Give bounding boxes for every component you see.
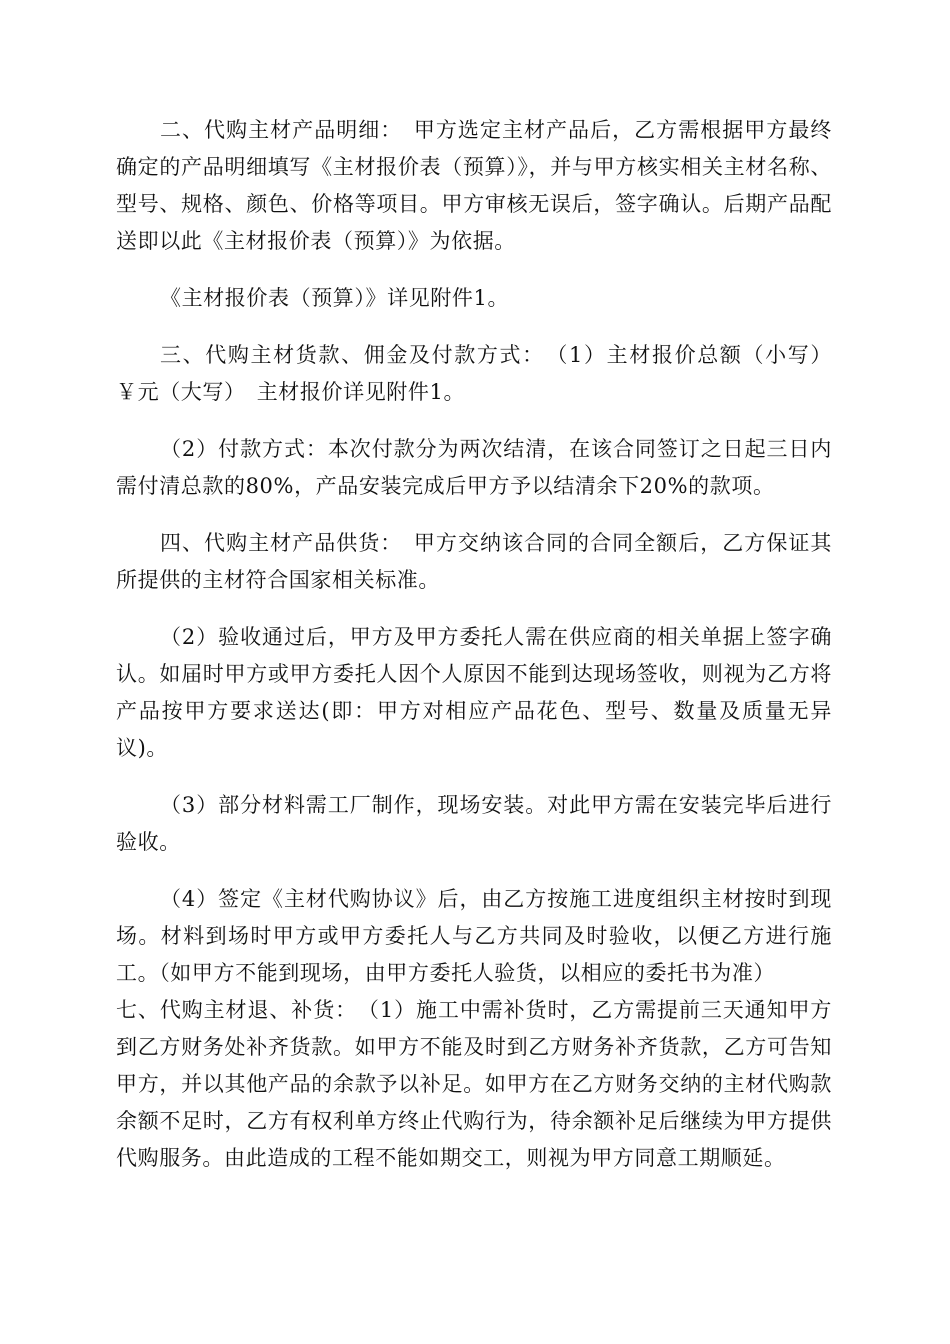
paragraph-acceptance-signing: （2）验收通过后，甲方及甲方委托人需在供应商的相关单据上签字确认。如届时甲方或甲方委托人因个人原因不能到达现场签收，则视为乙方将产品按甲方要求送达(即：甲方对相应产品花色、型号、数量及质量无异议)。 bbox=[116, 625, 832, 760]
paragraph-attachment-note: 《主材报价表（预算）》详见附件1。 bbox=[160, 286, 510, 310]
paragraph-section-3-payment: 三、代购主材货款、佣金及付款方式： （1）主材报价总额（小写）￥元（大写） 主材报价详见附件1。 bbox=[116, 343, 832, 404]
paragraph-payment-method: （2）付款方式：本次付款分为两次结清，在该合同签订之日起三日内需付清总款的80%，产品安装完成后甲方予以结清余下20%的款项。 bbox=[116, 437, 832, 498]
paragraph-section-7-returns: 七、代购主材退、补货： （1）施工中需补货时，乙方需提前三天通知甲方到乙方财务处补齐货款。如甲方不能及时到乙方财务补齐货款，乙方可告知甲方，并以其他产品的余款予以补足。如甲方在乙方财务交纳的主材代购款余额不足时，乙方有权利单方终止代购行为，待余额补足后继续为甲方提供代购服务。由此造成的工程不能如期交工，则视为甲方同意工期顺延。 bbox=[116, 998, 832, 1170]
document-body bbox=[116, 112, 832, 1197]
paragraph-factory-installation: （3）部分材料需工厂制作，现场安装。对此甲方需在安装完毕后进行验收。 bbox=[116, 793, 832, 854]
paragraph-section-4-supply: 四、代购主材产品供货： 甲方交纳该合同的合同全额后，乙方保证其所提供的主材符合国家相关标准。 bbox=[116, 531, 832, 592]
paragraph-section-2-product-details: 二、代购主材产品明细： 甲方选定主材产品后，乙方需根据甲方最终确定的产品明细填写《主材报价表（预算）》，并与甲方核实相关主材名称、型号、规格、颜色、价格等项目。甲方审核无误后，签字确认。后期产品配送即以此《主材报价表（预算）》为依据。 bbox=[116, 118, 832, 253]
paragraph-agreement-delivery: （4）签定《主材代购协议》后，由乙方按施工进度组织主材按时到现场。材料到场时甲方或甲方委托人与乙方共同及时验收，以便乙方进行施工。（如甲方不能到现场，由甲方委托人验货，以相应的委托书为准） bbox=[116, 887, 832, 985]
